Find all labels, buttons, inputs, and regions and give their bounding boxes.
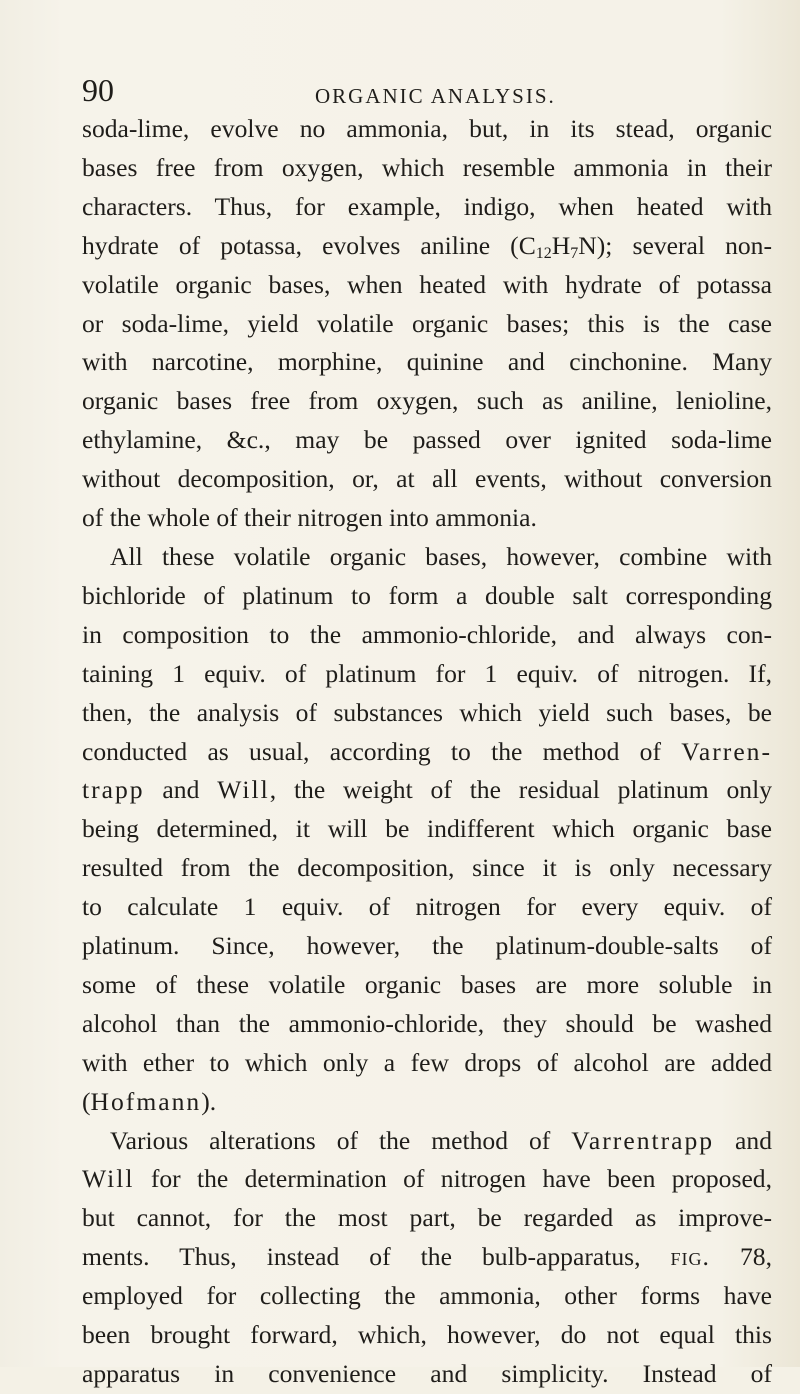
text-line: then, the analysis of substances which yield such bases, be <box>82 697 772 727</box>
text-line: ethylamine, &c., may be passed over ignited soda-lime <box>82 425 772 455</box>
text-segment: H <box>551 230 571 260</box>
figure-reference: fig. <box>670 1242 710 1272</box>
text-line: apparatus in convenience and simplicity. Instead of <box>82 1359 772 1388</box>
text-line <box>82 1122 772 1161</box>
subscript: 7 <box>570 244 579 262</box>
text-line: with ether to which only a few drops of alcohol are added <box>82 1047 772 1077</box>
text-line: All these volatile organic bases, however, combine with <box>110 541 772 571</box>
text-line: to calculate 1 equiv. of nitrogen for every equiv. of <box>82 892 772 922</box>
author-name: Varrentrapp <box>571 1125 715 1155</box>
text-line: employed for collecting the ammonia, other forms have <box>82 1281 772 1311</box>
text-segment: N); several non- <box>578 230 772 260</box>
text-segment: for the determination of nitrogen have been proposed, <box>134 1164 772 1194</box>
text-line: bases free from oxygen, which resemble ammonia in their <box>82 152 772 182</box>
author-name: Will <box>217 775 270 805</box>
text-line <box>82 771 772 810</box>
text-line-formula <box>82 227 772 266</box>
author-name: Will <box>82 1164 135 1194</box>
text-line: soda-lime, evolve no ammonia, but, in its stead, organic <box>82 114 772 143</box>
text-segment: conducted as usual, according to the method of <box>82 736 682 766</box>
author-name: Varren- <box>681 736 772 766</box>
text-line: without decomposition, or, at all events, without conversion <box>82 464 772 494</box>
text-line <box>82 1083 772 1122</box>
author-name: trapp <box>82 775 145 805</box>
text-line: alcohol than the ammonio-chloride, they should be washed <box>82 1008 772 1038</box>
text-line: with narcotine, morphine, quinine and cinchonine. Many <box>82 347 772 377</box>
text-segment: 78, <box>709 1242 772 1272</box>
text-line: taining 1 equiv. of platinum for 1 equiv. of nitrogen. If, <box>82 658 772 688</box>
text-line: of the whole of their nitrogen into ammonia. <box>82 503 537 533</box>
text-line: organic bases free from oxygen, such as aniline, lenioline, <box>82 386 772 416</box>
text-segment: and <box>714 1125 772 1155</box>
text-line: volatile organic bases, when heated with hydrate of potassa <box>82 269 772 299</box>
text-line <box>82 1160 772 1199</box>
text-line: or soda-lime, yield volatile organic bases; this is the case <box>82 308 772 338</box>
text-line: in composition to the ammonio-chloride, and always con- <box>82 619 772 649</box>
text-line <box>82 1238 772 1277</box>
running-title: ORGANIC ANALYSIS. <box>315 84 556 108</box>
page-header <box>82 72 772 112</box>
text-segment: ments. Thus, instead of the bulb-apparatus, <box>82 1242 671 1272</box>
text-line: some of these volatile organic bases are more soluble in <box>82 969 772 999</box>
text-segment: , the weight of the residual platinum only <box>269 775 772 805</box>
text-line <box>82 733 772 772</box>
text-line: resulted from the decomposition, since it is only necessary <box>82 853 772 883</box>
text-line: being determined, it will be indifferent which organic base <box>82 814 772 844</box>
text-line: been brought forward, which, however, do not equal this <box>82 1320 772 1350</box>
text-line: but cannot, for the most part, be regarded as improve- <box>82 1203 772 1233</box>
text-line: characters. Thus, for example, indigo, when heated with <box>82 191 772 221</box>
text-segment: ( <box>82 1086 91 1116</box>
author-name: Hofmann <box>90 1086 202 1116</box>
text-segment: hydrate of potassa, evolves aniline (C <box>82 230 536 260</box>
subscript: 12 <box>535 244 552 262</box>
text-line: platinum. Since, however, the platinum-double-salts of <box>82 931 772 961</box>
page-number: 90 <box>82 72 114 108</box>
body-text <box>82 110 772 1394</box>
text-segment: ). <box>201 1086 217 1116</box>
text-line: bichloride of platinum to form a double salt corresponding <box>82 580 772 610</box>
text-segment: Various alterations of the method of <box>110 1125 572 1155</box>
text-segment: and <box>144 775 218 805</box>
